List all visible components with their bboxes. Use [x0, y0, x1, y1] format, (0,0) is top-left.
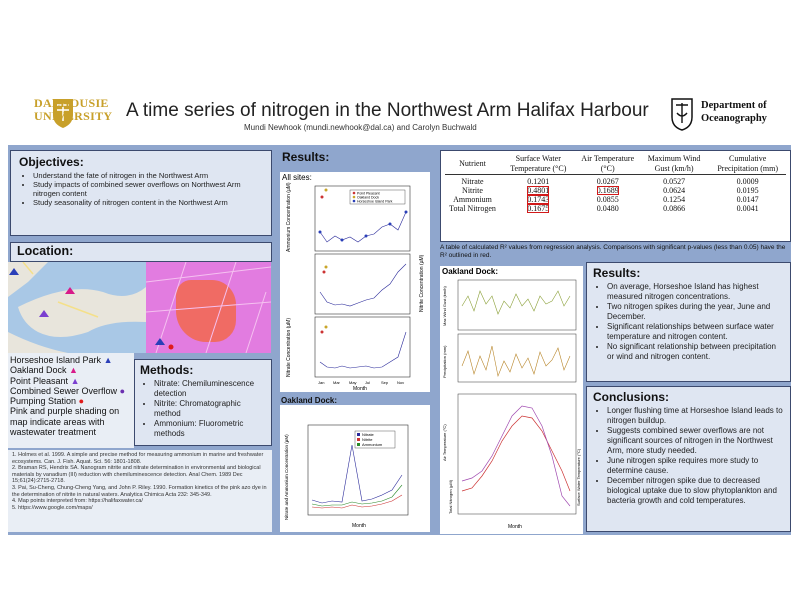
- method-item: • Nitrite: Chromatographic method: [154, 399, 266, 419]
- all-sites-chart: [280, 172, 430, 392]
- map-image: [8, 262, 146, 353]
- xlabel-month: Month: [353, 386, 367, 392]
- legend-horseshoe: Horseshoe Island Park ▲: [10, 355, 113, 365]
- cell-value-significant: 0.1675: [527, 204, 550, 213]
- conclusions-heading: Conclusions:: [593, 390, 670, 404]
- results-panel: [586, 262, 791, 382]
- ylabel-surface-temp: Surface Water Temperature (°C): [576, 448, 581, 506]
- tick-jul: Jul: [365, 380, 371, 385]
- legend-oakland: Oakland Dock ▲: [10, 365, 78, 376]
- results-list: [593, 282, 784, 362]
- objectives-panel: [10, 150, 272, 236]
- ylabel-precip: Precipitation (mm): [442, 345, 447, 378]
- regression-table-panel: [440, 150, 791, 242]
- cell-value: 0.1254: [663, 195, 686, 204]
- reference-item: 5. https://www.google.com/maps/: [12, 504, 93, 511]
- location-heading: Location:: [17, 244, 74, 258]
- conclusion-item: • December nitrogen spike due to decreased biological uptake due to slow phytoplankton and bacteria growth and cold temperatures.: [607, 476, 784, 506]
- legend-nitrate-label: Nitrate: [362, 432, 374, 437]
- table-header: [445, 154, 786, 175]
- tick-jan: Jan: [318, 380, 325, 385]
- cell-value: 0.0147: [736, 195, 759, 204]
- location-legend: [8, 353, 134, 448]
- cell-value-significant: 0.1743: [527, 195, 550, 204]
- ylabel-total-n: Total Nitrogen (µM): [448, 479, 453, 514]
- tick-may: May: [349, 380, 357, 385]
- results-heading: Results:: [282, 150, 330, 164]
- xlabel-env: Month: [508, 524, 522, 530]
- conclusions-panel: [586, 386, 791, 532]
- objective-item: • Study seasonality of nitrogen content in the Northwest Arm: [33, 198, 263, 207]
- th-nutrient: Nutrient: [445, 154, 500, 175]
- ylabel-nitrate: Nitrate Concentration (µM): [286, 317, 292, 377]
- oakland-env-charts: [440, 266, 583, 534]
- xlabel-oak: Month: [352, 523, 366, 529]
- legend-point-pleasant: Point Pleasant ▲: [10, 375, 80, 386]
- table-row: [445, 195, 786, 204]
- ylabel-air-temp: Air Temperature (°C): [442, 424, 447, 461]
- cell-nutrient: Nitrite: [462, 186, 483, 195]
- methods-heading: Methods:: [140, 363, 194, 377]
- table-row: [445, 175, 786, 187]
- legend-ammonium-label: Ammonium: [362, 442, 383, 447]
- cell-value: 0.0866: [663, 204, 686, 213]
- cell-value: 0.0009: [736, 177, 759, 186]
- table-row: [445, 186, 786, 195]
- oakland-dock-chart: [280, 405, 430, 532]
- poster-title: A time series of nitrogen in the Northwest Arm Halifax Harbour: [126, 100, 649, 121]
- conclusion-item: • Suggests combined sewer overflows are not significant sources of nitrogen in the Northwest Arm, more study needed.: [607, 426, 784, 456]
- table-caption: A table of calculated R² values from regression analysis. Comparisons with significant p-values (less than 0.05) have the R² outlined in red.: [440, 244, 786, 259]
- tick-sep: Sep: [381, 380, 389, 385]
- legend-horseshoe-label: Horseshoe Island Park: [357, 199, 393, 204]
- cell-value: 0.0480: [596, 204, 619, 213]
- tick-nov: Nov: [397, 380, 405, 385]
- oakland-side-heading: Oakland Dock:: [442, 267, 499, 276]
- oakland-env-plot: [440, 266, 583, 534]
- ylabel-oak: Nitrate and Ammonium Concentration (µM): [284, 434, 289, 520]
- conclusions-list: [593, 406, 784, 506]
- objectives-heading: Objectives:: [19, 155, 84, 169]
- cell-value: 0.0527: [663, 177, 686, 186]
- cell-nutrient: Nitrate: [461, 177, 484, 186]
- university-line2: UNIVERSITY: [34, 109, 113, 123]
- th-surface-temp: Surface Water Temperature (°C): [500, 154, 577, 175]
- legend-point-pleasant-label: Point Pleasant: [357, 191, 380, 196]
- method-item: • Ammonium: Fluorometric methods: [154, 419, 266, 439]
- references: [8, 450, 272, 532]
- location-note: Pink and purple shading on map indicate areas with wastewater treatment: [10, 406, 120, 438]
- ylabel-nitrite: Nitrite Concentration (µM): [419, 254, 425, 312]
- cell-value: 0.0624: [663, 186, 686, 195]
- objectives-list: [19, 171, 263, 207]
- legend-cso: Combined Sewer Overflow ●: [10, 385, 125, 396]
- reference-item: 1. Holmes et al. 1999. A simple and precise method for measuring ammonium in marine and freshwater ecosystems. Can. J. Fish. Aquat. Sci. 56: 1801-1808.: [12, 452, 264, 465]
- result-item: • Significant relationships between surface water temperature and nitrogen content.: [607, 322, 784, 342]
- oakland-dock-plot: [280, 405, 430, 532]
- cell-nutrient: Total Nitrogen: [449, 204, 496, 213]
- th-wind: Maximum Wind Gust (km/h): [639, 154, 709, 175]
- methods-panel: [134, 359, 272, 446]
- oceanography-crest-icon: [670, 97, 694, 131]
- conclusion-item: • Longer flushing time at Horseshoe Island leads to nitrogen buildup.: [607, 406, 784, 426]
- university-line1: DALHOUSIE: [34, 96, 109, 110]
- th-precip: Cumulative Precipitation (mm): [709, 154, 786, 175]
- university-name: [34, 97, 112, 123]
- results-right-heading: Results:: [593, 266, 641, 280]
- legend-nitrite-label: Nitrite: [362, 437, 373, 442]
- regression-table: [445, 154, 786, 213]
- method-item: • Nitrate: Chemiluminescence detection: [154, 379, 266, 399]
- map-streets: [146, 262, 271, 353]
- th-air-temp: Air Temperature (°C): [577, 154, 639, 175]
- poster-authors: Mundi Newhook (mundi.newhook@dal.ca) and Carolyn Buchwald: [244, 123, 477, 132]
- tick-mar: Mar: [333, 380, 340, 385]
- objective-item: • Understand the fate of nitrogen in the Northwest Arm: [33, 171, 263, 180]
- objective-item: • Study impacts of combined sewer overflows on Northwest Arm nitrogen content: [33, 180, 263, 198]
- location-heading-bar: [10, 242, 272, 262]
- cell-value: 0.0195: [736, 186, 759, 195]
- cell-value-significant: 0.1689: [596, 186, 619, 195]
- table-row: [445, 204, 786, 213]
- cell-value: 0.0267: [596, 177, 619, 186]
- department-name: [701, 99, 767, 125]
- dept-line1: Department of: [701, 100, 767, 111]
- methods-list: [140, 379, 266, 439]
- oakland-dock-label: Oakland Dock:: [281, 396, 338, 405]
- reference-item: 2. Braman RS, Hendrix SA. Nanogram nitrite and nitrate determination in environmental and biological materials by vanadium (III) reduction with chemiluminescence detection. Anal Chem. 1989 Dec 15;61(24):2715-2718.: [12, 465, 261, 485]
- cell-value: 0.0041: [736, 204, 759, 213]
- ylabel-wind: Max Wind Gust (km/h): [442, 286, 447, 326]
- pink-triangle-icon: ▲: [69, 365, 78, 376]
- purple-triangle-icon: ▲: [70, 375, 80, 386]
- blue-triangle-icon: ▲: [103, 355, 113, 365]
- dept-line2: Oceanography: [701, 113, 767, 124]
- result-item: • Two nitrogen spikes during the year, June and December.: [607, 302, 784, 322]
- legend-pumping: Pumping Station ●: [10, 396, 84, 407]
- cell-nutrient: Ammonium: [453, 195, 492, 204]
- legend-oakland-label: Oakland Dock: [357, 195, 379, 200]
- red-circle-icon: ●: [78, 396, 84, 407]
- cell-value-significant: 0.4801: [527, 186, 550, 195]
- all-sites-label: All sites:: [282, 173, 312, 182]
- cell-value: 0.1201: [527, 177, 550, 186]
- result-item: • No significant relationship between precipitation or wind and nitrogen content.: [607, 342, 784, 362]
- reference-item: 4. Map points interpreted from: https://halifaxwater.ca/: [12, 498, 143, 505]
- purple-circle-icon: ●: [119, 385, 125, 396]
- all-sites-plot: [280, 172, 430, 392]
- conclusion-item: • June nitrogen spike requires more study to determine cause.: [607, 456, 784, 476]
- reference-item: 3. Pai, Su-Cheng, Chung-Cheng Yang, and John P. Riley. 1990. Formation kinetics of the pink azo dye in the determination of nitrite in natural waters. Analytica Chimica Acta 232: 345-349.: [12, 484, 267, 498]
- ylabel-ammonium: Ammonium Concentration (µM): [286, 182, 292, 252]
- cell-value: 0.0855: [596, 195, 619, 204]
- result-item: • On average, Horseshoe Island has highest measured nitrogen concentrations.: [607, 282, 784, 302]
